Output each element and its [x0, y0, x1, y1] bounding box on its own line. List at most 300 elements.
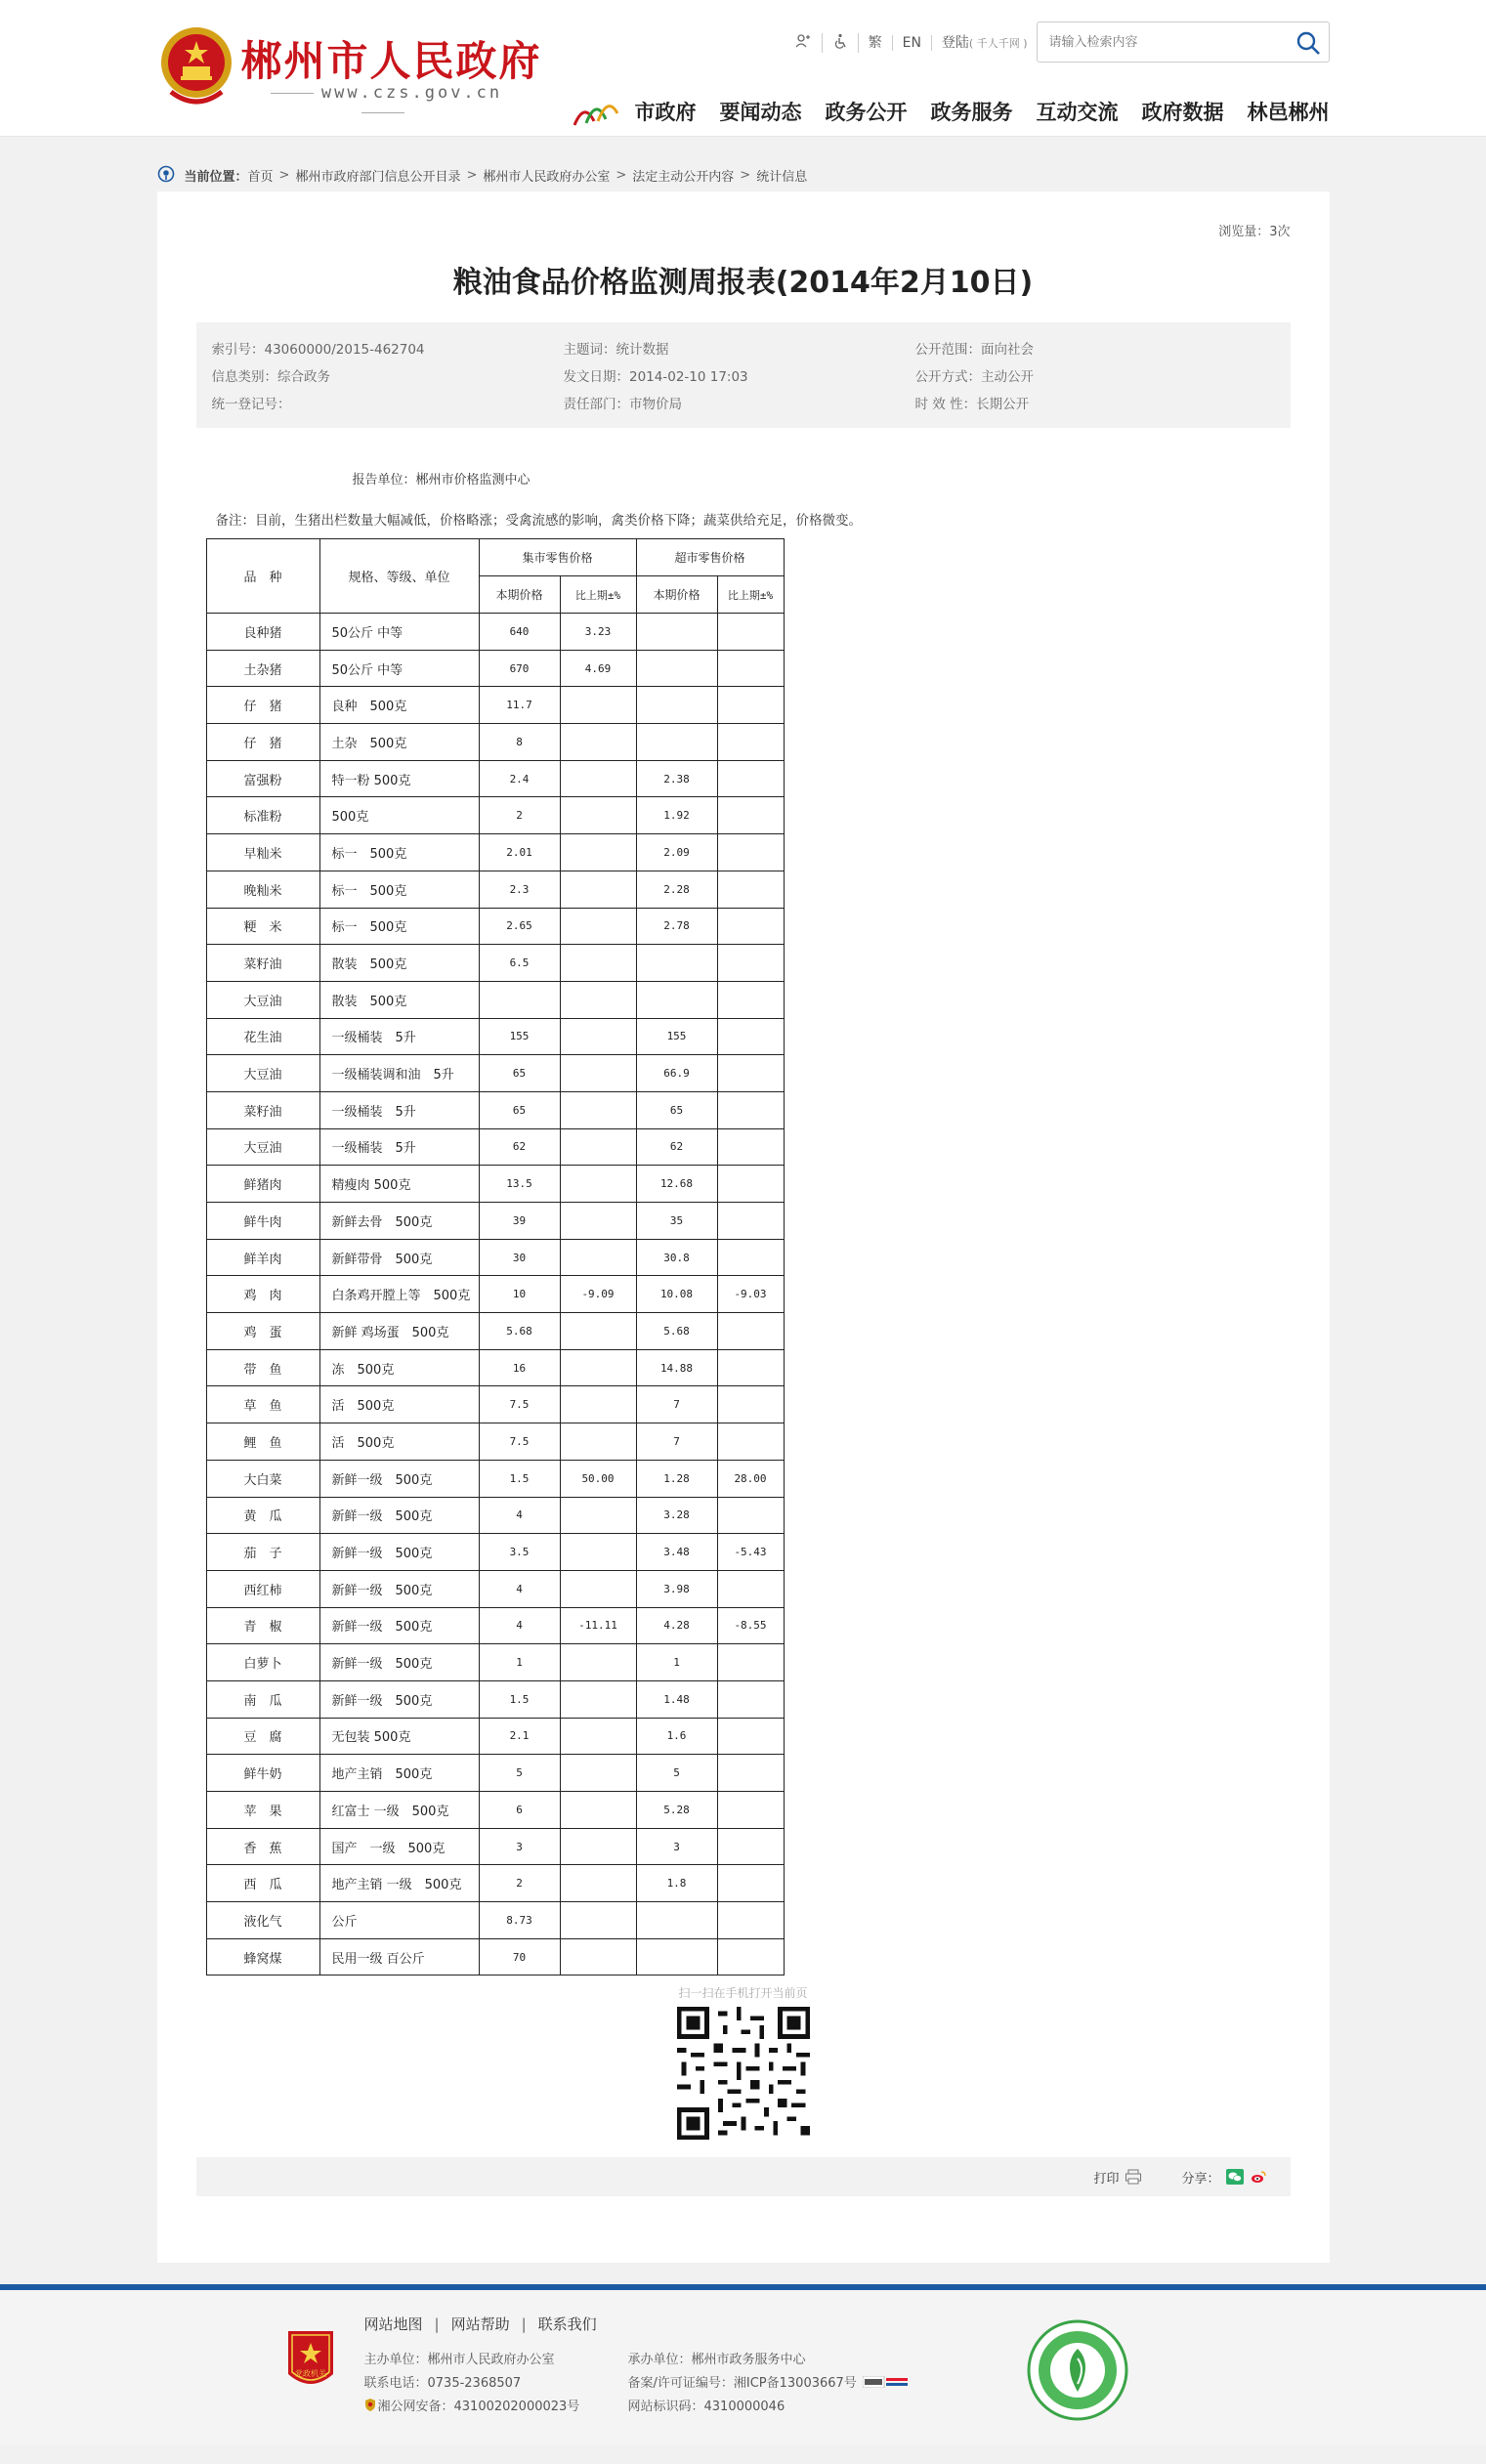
- cell-variety: 良种猪: [206, 614, 319, 651]
- cell-market-current: 5.68: [479, 1313, 560, 1350]
- cell-super-change: [717, 981, 784, 1018]
- cell-super-change: [717, 1570, 784, 1607]
- table-row: [206, 1128, 784, 1166]
- cell-market-current: 30: [479, 1239, 560, 1276]
- cell-variety: 香 蕉: [206, 1828, 319, 1865]
- cell-spec: 红富士 一级 500克: [319, 1792, 479, 1829]
- cell-market-current: 10: [479, 1276, 560, 1313]
- breadcrumb-directory[interactable]: 郴州市政府部门信息公开目录: [295, 169, 461, 185]
- breadcrumb-sep: >: [616, 167, 627, 183]
- footer-police-text[interactable]: 湘公网安备：43100202000023号: [377, 2400, 580, 2414]
- cell-market-change: -9.09: [560, 1276, 636, 1313]
- table-row: [206, 1534, 784, 1571]
- cell-market-change: [560, 1313, 636, 1350]
- cell-spec: 新鲜一级 500克: [319, 1644, 479, 1681]
- accessibility-icon[interactable]: [823, 33, 859, 53]
- weibo-icon[interactable]: [1250, 2169, 1267, 2185]
- elderly-mode-icon[interactable]: [785, 33, 823, 53]
- share-bar: [1181, 2168, 1266, 2187]
- cell-super-current: 1.48: [636, 1680, 717, 1718]
- cell-super-current: 3: [636, 1828, 717, 1865]
- meta-mode: 公开方式：主动公开: [914, 369, 1034, 385]
- cell-market-current: 62: [479, 1128, 560, 1166]
- cell-super-change: [717, 1128, 784, 1166]
- main-nav: [571, 92, 1330, 131]
- cell-spec: 良种 500克: [319, 687, 479, 724]
- cell-super-current: 7: [636, 1423, 717, 1461]
- cell-spec: 新鲜一级 500克: [319, 1460, 479, 1497]
- cell-super-change: [717, 1018, 784, 1055]
- gov-badge-label: 党政机关: [294, 2369, 326, 2378]
- cell-super-change: [717, 871, 784, 908]
- cell-super-change: -5.43: [717, 1534, 784, 1571]
- table-row: [206, 1313, 784, 1350]
- cell-market-current: 13.5: [479, 1166, 560, 1203]
- cell-spec: 特一粉 500克: [319, 760, 479, 797]
- cell-spec: 公斤: [319, 1902, 479, 1939]
- wechat-icon[interactable]: [1226, 2169, 1244, 2185]
- header-super-price: 超市零售价格: [636, 539, 784, 576]
- nav-item-gov-affairs-open[interactable]: 政务公开: [825, 101, 908, 124]
- cell-spec: 冻 500克: [319, 1349, 479, 1386]
- cell-super-current: 3.98: [636, 1570, 717, 1607]
- table-row: [206, 1203, 784, 1240]
- article-card: [157, 191, 1330, 2263]
- cell-market-change: [560, 1644, 636, 1681]
- price-table-body: [206, 614, 784, 1975]
- breadcrumb-statutory[interactable]: 法定主动公开内容: [632, 169, 735, 185]
- cell-market-current: 2: [479, 1865, 560, 1902]
- reporting-unit: 报告单位：郴州市价格监测中心: [352, 473, 531, 488]
- footer-contact-link[interactable]: 联系我们: [537, 2315, 597, 2333]
- cell-super-current: 35: [636, 1203, 717, 1240]
- header-variety: 品 种: [206, 539, 319, 614]
- cell-super-change: [717, 760, 784, 797]
- cell-market-change: [560, 1865, 636, 1902]
- cell-super-current: 5: [636, 1755, 717, 1792]
- cell-spec: 一级桶装 5升: [319, 1091, 479, 1128]
- nav-item-news[interactable]: 要闻动态: [719, 101, 802, 124]
- table-row: [206, 797, 784, 834]
- table-row: [206, 760, 784, 797]
- cell-spec: 新鲜一级 500克: [319, 1497, 479, 1534]
- print-label[interactable]: 打印: [1093, 2171, 1120, 2187]
- cell-market-current: 1.5: [479, 1460, 560, 1497]
- cell-super-current: 2.28: [636, 871, 717, 908]
- cell-super-current: 155: [636, 1018, 717, 1055]
- cell-market-current: 5: [479, 1755, 560, 1792]
- qr-block: [157, 1984, 1330, 2144]
- cell-super-change: -8.55: [717, 1607, 784, 1644]
- cell-super-current: 1.92: [636, 797, 717, 834]
- cell-variety: 鸡 蛋: [206, 1313, 319, 1350]
- print-button[interactable]: [1093, 2168, 1142, 2187]
- cell-super-current: [636, 650, 717, 687]
- cell-market-change: 4.69: [560, 650, 636, 687]
- cell-variety: 青 椒: [206, 1607, 319, 1644]
- breadcrumb-statistics[interactable]: 统计信息: [756, 169, 808, 185]
- table-row: [206, 945, 784, 982]
- cell-super-current: [636, 981, 717, 1018]
- meta-scope: 公开范围：面向社会: [914, 342, 1034, 358]
- header-market-change: 比上期±%: [560, 576, 636, 614]
- cnzz-stat-icon[interactable]: [863, 2376, 910, 2388]
- table-row: [206, 1718, 784, 1755]
- table-row: [206, 1460, 784, 1497]
- search-box: [1037, 21, 1330, 63]
- cell-market-change: [560, 1018, 636, 1055]
- cell-super-change: [717, 1718, 784, 1755]
- footer-help-link[interactable]: 网站帮助: [450, 2315, 510, 2333]
- cell-spec: 新鲜一级 500克: [319, 1570, 479, 1607]
- meta-dept: 责任部门：市物价局: [563, 397, 682, 412]
- search-input[interactable]: [1038, 22, 1282, 62]
- cell-variety: 南 瓜: [206, 1680, 319, 1718]
- cell-super-change: [717, 945, 784, 982]
- site-footer: [0, 2284, 1486, 2445]
- nav-item-gov-data[interactable]: 政府数据: [1141, 101, 1224, 124]
- meta-validity: 时 效 性：长期公开: [914, 397, 1030, 412]
- cell-market-current: 11.7: [479, 687, 560, 724]
- cell-market-current: 2: [479, 797, 560, 834]
- cell-market-current: 2.3: [479, 871, 560, 908]
- cell-super-current: [636, 614, 717, 651]
- cell-spec: 新鲜 鸡场蛋 500克: [319, 1313, 479, 1350]
- cell-super-current: 1.8: [636, 1865, 717, 1902]
- table-row: [206, 1828, 784, 1865]
- cell-market-change: 50.00: [560, 1460, 636, 1497]
- meta-unified-no: 统一登记号：: [211, 397, 291, 412]
- table-row: [206, 871, 784, 908]
- table-row: [206, 1902, 784, 1939]
- table-row: [206, 1644, 784, 1681]
- cell-market-change: [560, 797, 636, 834]
- cell-market-change: [560, 1570, 636, 1607]
- cell-spec: 新鲜一级 500克: [319, 1534, 479, 1571]
- cell-market-change: -11.11: [560, 1607, 636, 1644]
- cell-variety: 鲤 鱼: [206, 1423, 319, 1461]
- cell-spec: 一级桶装 5升: [319, 1128, 479, 1166]
- cell-spec: 无包装 500克: [319, 1718, 479, 1755]
- header-market-current: 本期价格: [479, 576, 560, 614]
- cell-super-current: 1: [636, 1644, 717, 1681]
- nav-item-linyi-chenzhou[interactable]: 林邑郴州: [1247, 101, 1330, 124]
- cell-variety: 大豆油: [206, 1055, 319, 1092]
- login-link[interactable]: [932, 35, 1039, 52]
- table-row: [206, 1166, 784, 1203]
- cell-variety: 仔 猪: [206, 687, 319, 724]
- breadcrumb: [157, 137, 1330, 191]
- cell-variety: 鲜猪肉: [206, 1166, 319, 1203]
- printer-icon[interactable]: [1125, 2169, 1142, 2185]
- cell-variety: 标准粉: [206, 797, 319, 834]
- cell-super-current: 2.78: [636, 908, 717, 945]
- cell-spec: 新鲜一级 500克: [319, 1680, 479, 1718]
- cell-market-current: 3.5: [479, 1534, 560, 1571]
- cell-super-current: 65: [636, 1091, 717, 1128]
- cell-super-change: [717, 724, 784, 761]
- cell-variety: 大豆油: [206, 981, 319, 1018]
- cell-super-change: [717, 1792, 784, 1829]
- cell-super-current: 14.88: [636, 1349, 717, 1386]
- cell-variety: 蜂窝煤: [206, 1938, 319, 1975]
- footer-site-code: 网站标识码：4310000046: [627, 2400, 785, 2414]
- cell-market-change: [560, 1718, 636, 1755]
- cell-variety: 菜籽油: [206, 1091, 319, 1128]
- cell-market-current: 6: [479, 1792, 560, 1829]
- article-actions: [196, 2157, 1291, 2196]
- cell-market-current: [479, 981, 560, 1018]
- cell-market-change: [560, 1792, 636, 1829]
- cell-variety: 粳 米: [206, 908, 319, 945]
- cell-spec: 活 500克: [319, 1386, 479, 1423]
- traditional-chinese-link[interactable]: 繁: [859, 35, 893, 51]
- cell-super-change: 28.00: [717, 1460, 784, 1497]
- cell-market-change: [560, 981, 636, 1018]
- cell-super-current: 1.6: [636, 1718, 717, 1755]
- cell-super-change: [717, 650, 784, 687]
- cell-super-change: [717, 1755, 784, 1792]
- footer-icp-text[interactable]: 备案/许可证编号：湘ICP备13003667号: [627, 2376, 857, 2391]
- cell-market-change: [560, 908, 636, 945]
- table-row: [206, 1570, 784, 1607]
- cell-market-change: [560, 1055, 636, 1092]
- cell-spec: 50公斤 中等: [319, 614, 479, 651]
- cell-variety: 仔 猪: [206, 724, 319, 761]
- cell-super-change: [717, 1828, 784, 1865]
- cell-super-current: 4.28: [636, 1607, 717, 1644]
- cell-market-change: 3.23: [560, 614, 636, 651]
- page-title: 粮油食品价格监测周报表(2014年2月10日): [452, 266, 1034, 300]
- cell-super-change: [717, 614, 784, 651]
- english-link[interactable]: EN: [893, 35, 932, 51]
- table-row: [206, 1865, 784, 1902]
- cell-market-change: [560, 1166, 636, 1203]
- cell-super-current: 7: [636, 1386, 717, 1423]
- cell-spec: 国产 一级 500克: [319, 1828, 479, 1865]
- cell-variety: 土杂猪: [206, 650, 319, 687]
- cell-market-change: [560, 1680, 636, 1718]
- cell-variety: 西 瓜: [206, 1865, 319, 1902]
- table-row: [206, 1276, 784, 1313]
- cell-super-change: [717, 1423, 784, 1461]
- cell-market-current: 4: [479, 1570, 560, 1607]
- table-row: [206, 1055, 784, 1092]
- breadcrumb-sep: >: [740, 167, 751, 183]
- table-row: [206, 1018, 784, 1055]
- cell-market-change: [560, 1386, 636, 1423]
- footer-icp: [628, 2372, 910, 2391]
- cell-super-change: -9.03: [717, 1276, 784, 1313]
- cell-market-change: [560, 724, 636, 761]
- table-row: [206, 1239, 784, 1276]
- cell-spec: 地产主销 500克: [319, 1755, 479, 1792]
- cell-variety: 鲜牛肉: [206, 1203, 319, 1240]
- cell-spec: 新鲜带骨 500克: [319, 1239, 479, 1276]
- cell-market-current: 155: [479, 1018, 560, 1055]
- cell-spec: 土杂 500克: [319, 724, 479, 761]
- cell-market-current: 4: [479, 1607, 560, 1644]
- cell-variety: 白萝卜: [206, 1644, 319, 1681]
- cell-super-current: 1.28: [636, 1460, 717, 1497]
- cell-market-current: 4: [479, 1497, 560, 1534]
- cell-super-current: 12.68: [636, 1166, 717, 1203]
- cell-super-change: [717, 1865, 784, 1902]
- cell-market-current: 640: [479, 614, 560, 651]
- cell-market-change: [560, 1497, 636, 1534]
- footer-sponsor: 主办单位：郴州市人民政府办公室: [363, 2353, 555, 2367]
- cell-variety: 液化气: [206, 1902, 319, 1939]
- cell-super-current: [636, 687, 717, 724]
- cell-spec: 散装 500克: [319, 945, 479, 982]
- police-badge-icon: [364, 2399, 376, 2411]
- cell-spec: 50公斤 中等: [319, 650, 479, 687]
- cell-super-current: 10.08: [636, 1276, 717, 1313]
- cell-market-current: 7.5: [479, 1423, 560, 1461]
- cell-spec: 活 500克: [319, 1423, 479, 1461]
- header-super-change: 比上期±%: [717, 576, 784, 614]
- cell-spec: 散装 500克: [319, 981, 479, 1018]
- table-row: [206, 650, 784, 687]
- site-title[interactable]: 郴州市人民政府: [240, 37, 542, 85]
- share-label: 分享：: [1181, 2171, 1220, 2187]
- cell-super-change: [717, 1902, 784, 1939]
- breadcrumb-label: 当前位置：: [184, 169, 248, 185]
- cell-super-change: [717, 1386, 784, 1423]
- table-row: [206, 1755, 784, 1792]
- search-icon[interactable]: [1295, 30, 1321, 56]
- national-emblem-icon[interactable]: [157, 21, 235, 109]
- table-row: [206, 1423, 784, 1461]
- cell-market-change: [560, 1755, 636, 1792]
- cell-super-change: [717, 1091, 784, 1128]
- nav-decoration-icon: [571, 92, 619, 131]
- cell-market-current: 2.01: [479, 834, 560, 871]
- cell-spec: 地产主销 一级 500克: [319, 1865, 479, 1902]
- cell-variety: 茄 子: [206, 1534, 319, 1571]
- cell-spec: 一级桶装调和油 5升: [319, 1055, 479, 1092]
- cell-variety: 晚籼米: [206, 871, 319, 908]
- cell-market-current: 39: [479, 1203, 560, 1240]
- cell-market-current: 70: [479, 1938, 560, 1975]
- cell-super-change: [717, 1680, 784, 1718]
- table-row: [206, 908, 784, 945]
- cell-super-change: [717, 797, 784, 834]
- table-row: [206, 724, 784, 761]
- cell-super-current: 5.28: [636, 1792, 717, 1829]
- cell-variety: 鲜羊肉: [206, 1239, 319, 1276]
- cell-spec: 白条鸡开膛上等 500克: [319, 1276, 479, 1313]
- cell-market-change: [560, 871, 636, 908]
- breadcrumb-home[interactable]: 首页: [247, 169, 274, 185]
- table-row: [206, 1938, 784, 1975]
- cell-super-current: 30.8: [636, 1239, 717, 1276]
- remark-text: 备注：目前，生猪出栏数量大幅减低，价格略涨；受禽流感的影响，禽类价格下降；蔬菜供给充足，价格微变。: [215, 513, 862, 529]
- cell-market-change: [560, 1239, 636, 1276]
- cell-market-change: [560, 1091, 636, 1128]
- table-row: [206, 687, 784, 724]
- login-label[interactable]: 登陆: [941, 34, 969, 51]
- cell-market-change: [560, 760, 636, 797]
- cell-variety: 西红柿: [206, 1570, 319, 1607]
- cell-super-current: 5.68: [636, 1313, 717, 1350]
- cell-spec: 精瘦肉 500克: [319, 1166, 479, 1203]
- cell-market-change: [560, 1423, 636, 1461]
- cell-super-change: [717, 1055, 784, 1092]
- footer-divider: |: [434, 2315, 440, 2333]
- cell-spec: 标一 500克: [319, 871, 479, 908]
- footer-undertaker: 承办单位：郴州市政务服务中心: [627, 2353, 806, 2367]
- cell-market-current: 65: [479, 1091, 560, 1128]
- cell-variety: 鸡 肉: [206, 1276, 319, 1313]
- cell-variety: 大豆油: [206, 1128, 319, 1166]
- cell-spec: 民用一级 百公斤: [319, 1938, 479, 1975]
- cell-super-current: [636, 945, 717, 982]
- cell-market-change: [560, 1902, 636, 1939]
- cell-spec: 标一 500克: [319, 834, 479, 871]
- party-gov-badge-icon[interactable]: [284, 2329, 337, 2394]
- cell-market-current: 3: [479, 1828, 560, 1865]
- table-row: [206, 1792, 784, 1829]
- site-header: [0, 0, 1486, 137]
- meta-category: 信息类别：综合政务: [211, 369, 330, 385]
- footer-divider: |: [521, 2315, 527, 2333]
- footer-police: [364, 2396, 580, 2414]
- breadcrumb-office[interactable]: 郴州市人民政府办公室: [483, 169, 611, 185]
- cell-market-change: [560, 687, 636, 724]
- footer-phone: 联系电话：0735-2368507: [363, 2376, 522, 2391]
- breadcrumb-sep: >: [278, 167, 290, 183]
- login-sub-label: ( 千人千网 ): [968, 36, 1028, 50]
- cell-super-change: [717, 1349, 784, 1386]
- nav-item-city-gov[interactable]: 市政府: [634, 101, 697, 124]
- nav-item-interaction[interactable]: 互动交流: [1036, 101, 1119, 124]
- breadcrumb-sep: >: [466, 167, 478, 183]
- cell-market-current: 1: [479, 1644, 560, 1681]
- table-row: [206, 1607, 784, 1644]
- cell-variety: 菜籽油: [206, 945, 319, 982]
- cell-market-current: 670: [479, 650, 560, 687]
- cell-super-current: 3.48: [636, 1534, 717, 1571]
- cell-spec: 标一 500克: [319, 908, 479, 945]
- cell-variety: 富强粉: [206, 760, 319, 797]
- location-pin-icon: [157, 165, 175, 185]
- view-count: 浏览量：3次: [1218, 225, 1291, 239]
- cell-market-change: [560, 1349, 636, 1386]
- cell-spec: 新鲜一级 500克: [319, 1607, 479, 1644]
- cell-variety: 黄 瓜: [206, 1497, 319, 1534]
- qr-caption: 扫一扫在手机打开当前页: [678, 1986, 808, 2000]
- cell-market-change: [560, 945, 636, 982]
- cell-market-current: 8: [479, 724, 560, 761]
- cell-market-current: 16: [479, 1349, 560, 1386]
- civilization-badge-icon[interactable]: [1027, 2319, 1128, 2421]
- footer-sitemap-link[interactable]: 网站地图: [363, 2315, 423, 2333]
- cell-super-change: [717, 1239, 784, 1276]
- cell-super-current: 2.38: [636, 760, 717, 797]
- nav-item-gov-services[interactable]: 政务服务: [930, 101, 1013, 124]
- cell-market-current: 2.65: [479, 908, 560, 945]
- cell-super-change: [717, 1203, 784, 1240]
- cell-variety: 早籼米: [206, 834, 319, 871]
- cell-market-current: 2.4: [479, 760, 560, 797]
- cell-spec: 新鲜去骨 500克: [319, 1203, 479, 1240]
- cell-market-change: [560, 1534, 636, 1571]
- cell-variety: 大白菜: [206, 1460, 319, 1497]
- cell-variety: 鲜牛奶: [206, 1755, 319, 1792]
- cell-super-change: [717, 834, 784, 871]
- cell-super-current: [636, 1938, 717, 1975]
